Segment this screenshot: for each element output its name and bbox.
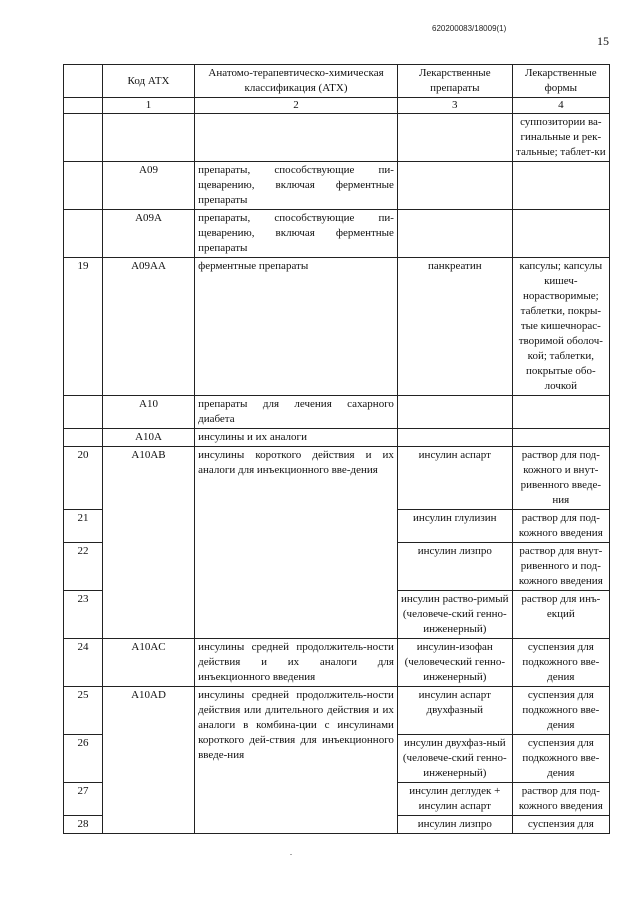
atc-classification — [195, 114, 398, 162]
atc-classification: ферментные препараты — [195, 258, 398, 396]
drug-name: инсулин раство-римый (человече-ский генно-инженерный) — [397, 591, 512, 639]
header-number — [64, 65, 103, 98]
dosage-form — [512, 396, 609, 429]
table-row — [64, 687, 610, 735]
row-number: 25 — [64, 687, 103, 735]
header-atc-code: Код АТХ — [102, 65, 194, 98]
index-cell: 4 — [512, 98, 609, 114]
index-cell: 1 — [102, 98, 194, 114]
row-number — [64, 429, 103, 447]
header-forms: Лекарственные формы — [512, 65, 609, 98]
drug-name: инсулин деглудек + инсулин аспарт — [397, 783, 512, 816]
dosage-form: раствор для под-кожного введения — [512, 783, 609, 816]
dosage-form: суспензия для подкожного вве-дения — [512, 735, 609, 783]
index-cell: 3 — [397, 98, 512, 114]
table-row — [64, 429, 610, 447]
document-code: 620200083/18009(1) — [432, 24, 507, 33]
row-number: 22 — [64, 543, 103, 591]
row-number — [64, 396, 103, 429]
atc-code: A09 — [102, 162, 194, 210]
dosage-form: раствор для под-кожного и внут-ривенного введе-ния — [512, 447, 609, 510]
table-row — [64, 114, 610, 162]
atc-code: A10A — [102, 429, 194, 447]
row-number: 24 — [64, 639, 103, 687]
drug-name — [397, 396, 512, 429]
dosage-form: раствор для инъ-екций — [512, 591, 609, 639]
row-number: 20 — [64, 447, 103, 510]
dosage-form: капсулы; капсулы кишеч-норастворимые; таблетки, покры-тые кишечнорас-творимой оболоч-кой; таблетки, покрытые обо-лочкой — [512, 258, 609, 396]
atc-code: A10AB — [102, 447, 194, 639]
drug-name: инсулин глулизин — [397, 510, 512, 543]
table-row — [64, 162, 610, 210]
dosage-form: раствор для под-кожного введения — [512, 510, 609, 543]
atc-classification: препараты, способствующие пи-щеварению, включая ферментные препараты — [195, 162, 398, 210]
drug-name: инсулин двухфаз-ный (человече-ский генно-инженерный) — [397, 735, 512, 783]
table-row — [64, 396, 610, 429]
dosage-form: суспензия для подкожного вве-дения — [512, 639, 609, 687]
index-cell: 2 — [195, 98, 398, 114]
dosage-form: суспензия для подкожного вве-дения — [512, 687, 609, 735]
atc-classification: инсулины средней продолжитель-ности действия и их аналоги для инъекционного введения — [195, 639, 398, 687]
atc-code: A10AD — [102, 687, 194, 834]
drug-name: инсулин лизпро — [397, 543, 512, 591]
row-number: 28 — [64, 816, 103, 834]
atc-code: A09A — [102, 210, 194, 258]
drug-name: инсулин аспарт двухфазный — [397, 687, 512, 735]
atc-classification: препараты для лечения сахарного диабета — [195, 396, 398, 429]
atc-classification: инсулины средней продолжитель-ности действия или длительного действия и их аналоги в комбина-ции с инсулинами короткого дей-ствия для инъекционного введе-ния — [195, 687, 398, 834]
atc-code: A10AC — [102, 639, 194, 687]
table-row — [64, 258, 610, 396]
row-number: 19 — [64, 258, 103, 396]
atc-code — [102, 114, 194, 162]
row-number — [64, 162, 103, 210]
table-header-row — [64, 65, 610, 98]
row-number — [64, 210, 103, 258]
drug-name: инсулин лизпро — [397, 816, 512, 834]
row-number: 23 — [64, 591, 103, 639]
drug-name: инсулин-изофан (человеческий генно-инженерный) — [397, 639, 512, 687]
drug-name — [397, 210, 512, 258]
row-number: 26 — [64, 735, 103, 783]
dosage-form: суспензия для — [512, 816, 609, 834]
atc-classification: инсулины короткого действия и их аналоги для инъекционного вве-дения — [195, 447, 398, 639]
table-row — [64, 639, 610, 687]
dosage-form: суппозитории ва-гинальные и рек-тальные; таблет-ки — [512, 114, 609, 162]
header-drugs: Лекарственные препараты — [397, 65, 512, 98]
drug-name — [397, 114, 512, 162]
drug-name — [397, 429, 512, 447]
row-number: 21 — [64, 510, 103, 543]
table-row — [64, 447, 610, 510]
drug-name: панкреатин — [397, 258, 512, 396]
atc-classification: препараты, способствующие пи-щеварению, включая ферментные препараты — [195, 210, 398, 258]
drug-name — [397, 162, 512, 210]
page-number: 15 — [597, 34, 609, 48]
table-index-row — [64, 98, 610, 114]
atc-code: A09AA — [102, 258, 194, 396]
index-cell — [64, 98, 103, 114]
drug-name: инсулин аспарт — [397, 447, 512, 510]
dosage-form — [512, 162, 609, 210]
dosage-form — [512, 210, 609, 258]
row-number: 27 — [64, 783, 103, 816]
atc-classification: инсулины и их аналоги — [195, 429, 398, 447]
header-classification: Анатомо-терапевтическо-химическая классификация (АТХ) — [195, 65, 398, 98]
dosage-form: раствор для внут-ривенного и под-кожного введения — [512, 543, 609, 591]
atc-drug-table — [63, 64, 610, 834]
page-mark: . — [290, 848, 292, 857]
dosage-form — [512, 429, 609, 447]
atc-code: A10 — [102, 396, 194, 429]
row-number — [64, 114, 103, 162]
table-row — [64, 210, 610, 258]
